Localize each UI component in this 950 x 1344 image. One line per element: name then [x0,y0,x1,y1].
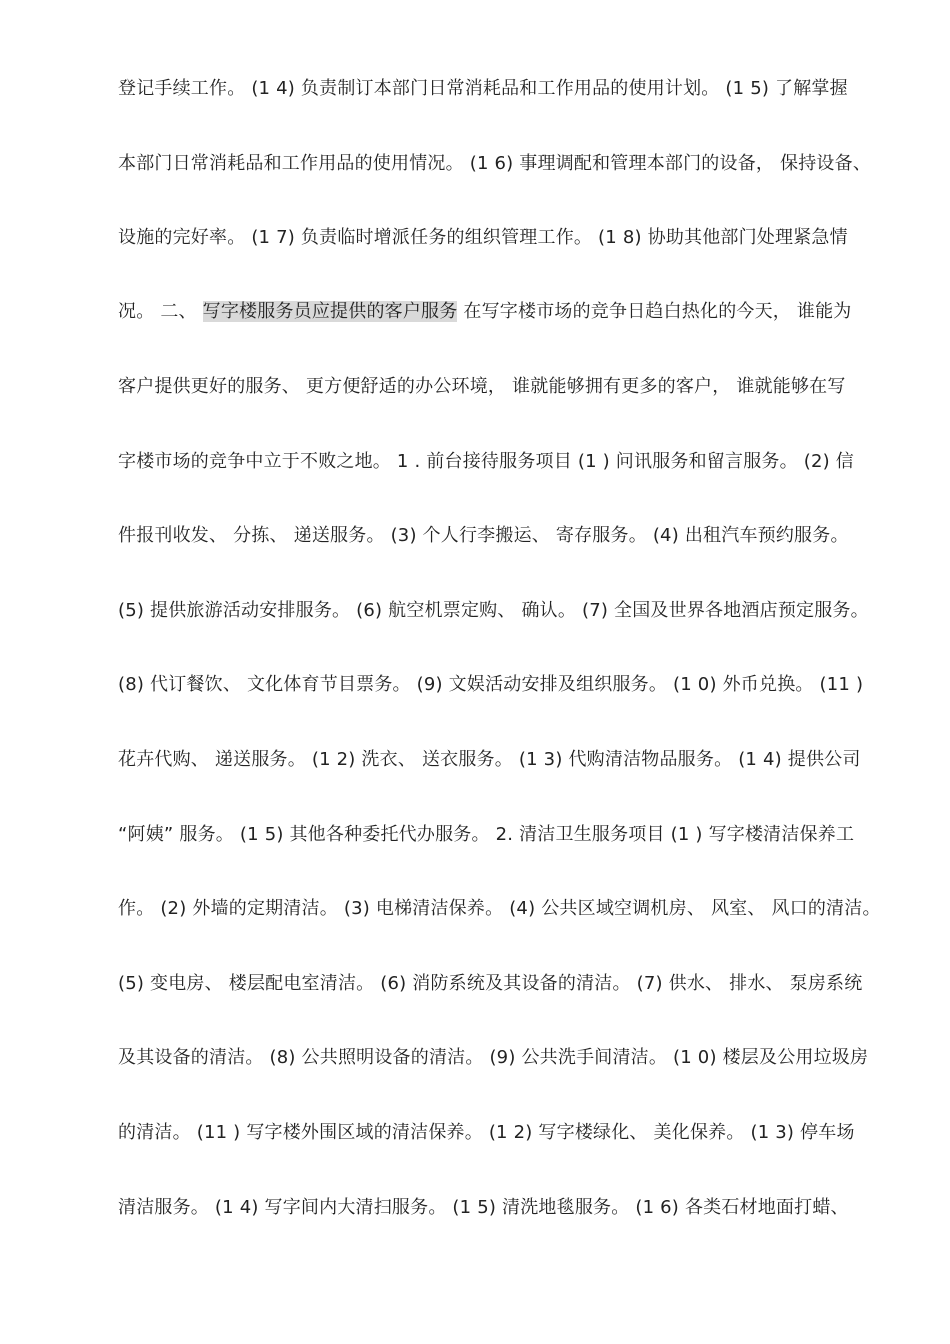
text-line: 花卉代购、 递送服务。 (1 2) 洗衣、 送衣服务。 (1 3) 代购清洁物品服务。 (1 4) 提供公司 [118,749,861,770]
text-line: 及其设备的清洁。 (8) 公共照明设备的清洁。 (9) 公共洗手间清洁。 (1 0) 楼层及公用垃圾房 [118,1047,869,1068]
text-line: 登记手续工作。 (1 4) 负责制订本部门日常消耗品和工作用品的使用计划。 (1 5) 了解掌握 [118,78,848,99]
text-line: (5) 提供旅游活动安排服务。 (6) 航空机票定购、 确认。 (7) 全国及世界各地酒店预定服务。 [118,600,869,621]
text-line: (5) 变电房、 楼层配电室清洁。 (6) 消防系统及其设备的清洁。 (7) 供水、 排水、 泵房系统 [118,973,863,994]
text-segment: 况。 二、 [118,301,203,322]
text-line: 件报刊收发、 分拣、 递送服务。 (3) 个人行李搬运、 寄存服务。 (4) 出租汽车预约服务。 [118,525,849,546]
text-line: 的清洁。 (11 ) 写字楼外围区域的清洁保养。 (1 2) 写字楼绿化、 美化保养。 (1 3) 停车场 [118,1122,855,1143]
text-line: 客户提供更好的服务、 更方便舒适的办公环境， 谁就能够拥有更多的客户， 谁就能够在写 [118,376,846,397]
text-line [118,299,908,325]
text-line: 字楼市场的竞争中立于不败之地。 1 . 前台接待服务项目 (1 ) 问讯服务和留言服务。 (2) 信 [118,451,854,472]
text-line: 作。 (2) 外墙的定期清洁。 (3) 电梯清洁保养。 (4) 公共区域空调机房、 风室、 风口的清洁。 [118,898,881,919]
text-segment: 在写字楼市场的竞争日趋白热化的今天， 谁能为 [457,301,852,322]
text-line: 设施的完好率。 (1 7) 负责临时增派任务的组织管理工作。 (1 8) 协助其他部门处理紧急情 [118,227,848,248]
text-line: 清洁服务。 (1 4) 写字间内大清扫服务。 (1 5) 清洗地毯服务。 (1 6) 各类石材地面打蜡、 [118,1197,849,1218]
text-line: (8) 代订餐饮、 文化体育节目票务。 (9) 文娱活动安排及组织服务。 (1 0) 外币兑换。 (11 ) [118,674,864,695]
text-line: 本部门日常消耗品和工作用品的使用情况。 (1 6) 事理调配和管理本部门的设备， 保持设备、 [118,153,872,174]
highlighted-heading: 写字楼服务员应提供的客户服务 [202,301,458,322]
text-line: “阿姨” 服务。 (1 5) 其他各种委托代办服务。 2. 清洁卫生服务项目 (1 ) 写字楼清洁保养工 [118,824,855,845]
